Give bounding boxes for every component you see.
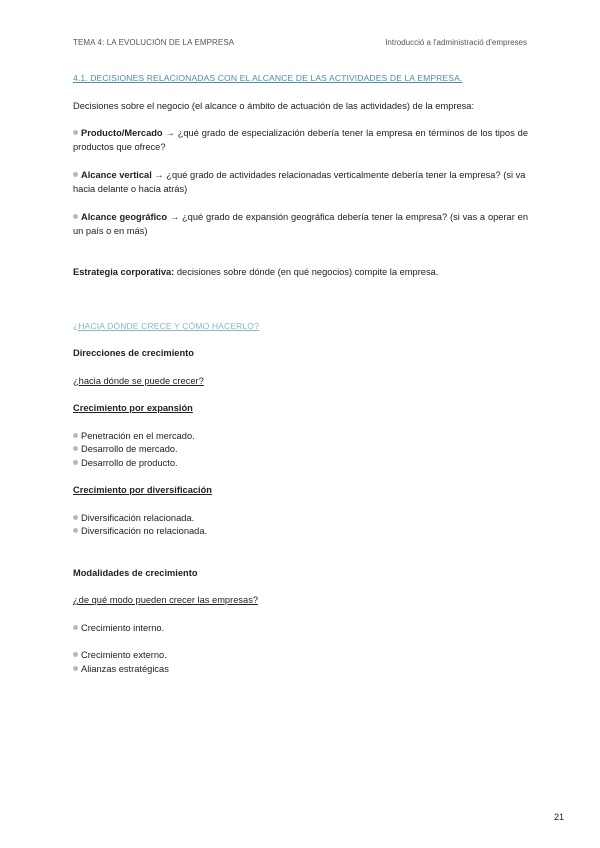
item-text: → ¿qué grado de actividades relacionadas verticalmente debería tener la empresa? (si va hacia delante o hacia atrás) [73, 170, 526, 194]
intro-paragraph: Decisiones sobre el negocio (el alcance o ámbito de actuación de las actividades) de la empresa: [73, 100, 475, 111]
section-heading-4-1[interactable]: 4.1. DECISIONES RELACIONADAS CON EL ALCANCE DE LAS ACTIVIDADES DE LA EMPRESA. [73, 73, 463, 83]
bullet-icon [73, 130, 78, 135]
strategy-text: decisiones sobre dónde (en qué negocios) compite la empresa. [174, 267, 439, 277]
modalities-question: ¿de qué modo pueden crecer las empresas? [73, 595, 259, 605]
item-text: Penetración en el mercado. [81, 430, 195, 441]
page-number: 21 [553, 812, 564, 822]
list-item [73, 211, 528, 238]
list-item [73, 622, 528, 636]
item-text: Alianzas estratégicas [81, 663, 169, 674]
list-item [73, 512, 528, 526]
item-text: Desarrollo de mercado. [81, 444, 178, 454]
list-item [73, 457, 528, 471]
bullet-icon [73, 666, 78, 671]
item-text: Diversificación relacionada. [81, 512, 195, 523]
item-text: Crecimiento externo. [81, 650, 167, 660]
item-term: Producto/Mercado [81, 128, 163, 138]
directions-question: ¿hacia dónde se puede crecer? [73, 375, 204, 386]
list-item [73, 443, 528, 457]
bullet-icon [73, 172, 78, 177]
list-item [73, 525, 528, 539]
page-header [73, 38, 527, 50]
bullet-icon [73, 214, 78, 219]
header-chapter-title: TEMA 4: LA EVOLUCIÓN DE LA EMPRESA [73, 38, 235, 47]
header-course-title: Introducció a l'administració d'empreses [385, 38, 527, 47]
expansion-title: Crecimiento por expansión [73, 403, 193, 413]
bullet-icon [73, 625, 78, 630]
diversification-title: Crecimiento por diversificación [73, 485, 212, 495]
bullet-icon [73, 446, 78, 451]
item-text: Crecimiento interno. [81, 622, 165, 633]
section-heading-growth[interactable]: ¿HACIA DÓNDE CRECE Y CÓMO HACERLO? [73, 320, 259, 331]
bullet-icon [73, 528, 78, 533]
strategy-term: Estrategia corporativa: [73, 267, 175, 277]
directions-title: Direcciones de crecimiento [73, 348, 194, 358]
list-item [73, 663, 528, 677]
bullet-icon [73, 460, 78, 465]
modalities-title: Modalidades de crecimiento [73, 567, 198, 578]
item-text: Diversificación no relacionada. [81, 526, 208, 536]
item-text: → ¿qué grado de expansión geográfica debería tener la empresa? (si vas a operar en un país o en más) [73, 212, 528, 236]
strategy-paragraph [73, 266, 528, 280]
list-item [73, 169, 528, 196]
item-term: Alcance geográfico [81, 212, 168, 222]
list-item [73, 127, 528, 154]
list-item [73, 649, 528, 663]
item-term: Alcance vertical [81, 170, 152, 180]
item-text: → ¿qué grado de especialización debería tener la empresa en términos de los tipos de productos que ofrece? [73, 128, 528, 152]
page-content [73, 72, 528, 676]
bullet-icon [73, 515, 78, 520]
list-item [73, 430, 528, 444]
item-text: Desarrollo de producto. [81, 457, 178, 468]
bullet-icon [73, 433, 78, 438]
bullet-icon [73, 652, 78, 657]
